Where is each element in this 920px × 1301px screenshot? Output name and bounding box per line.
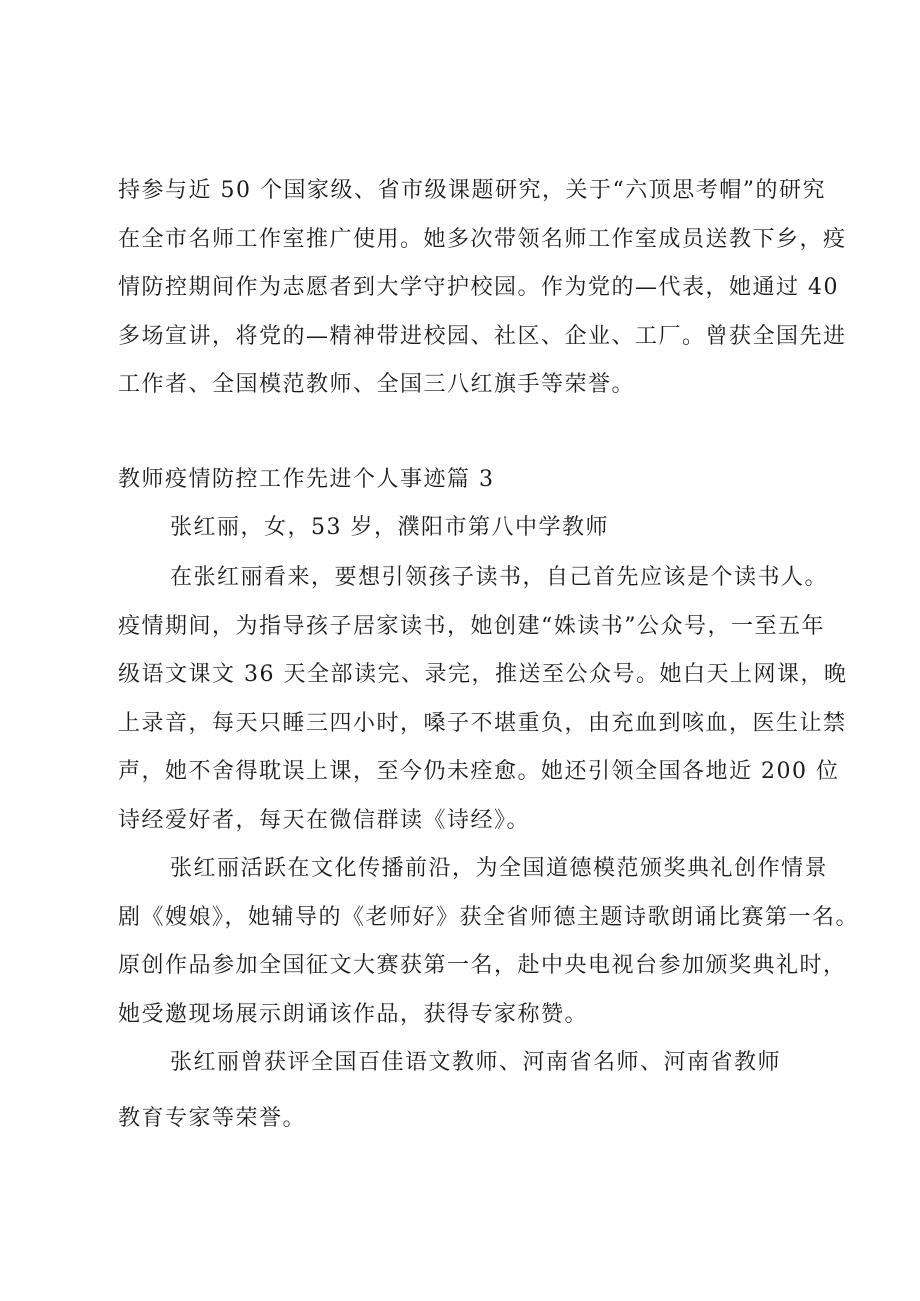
text-line: 上录音，每天只睡三四小时，嗓子不堪重负，由充血到咳血，医生让禁	[118, 711, 847, 736]
text-line: 情防控期间作为志愿者到大学守护校园。作为党的—代表，她通过 40	[118, 275, 839, 300]
text-line: 级语文课文 36 天全部读完、录完，推送至公众号。她白天上网课，晚	[118, 662, 848, 687]
person-intro: 张红丽，女，53 岁，濮阳市第八中学教师	[170, 515, 609, 540]
text-line: 她受邀现场展示朗诵该作品，获得专家称赞。	[118, 1002, 589, 1027]
text-line: 在全市名师工作室推广使用。她多次带领名师工作室成员送教下乡，疫	[118, 227, 847, 252]
text-line: 持参与近 50 个国家级、省市级课题研究，关于“六顶思考帽”的研究	[118, 178, 826, 203]
text-line: 诗经爱好者，每天在微信群读《诗经》。	[118, 808, 531, 833]
text-line: 声，她不舍得耽误上课，至今仍未痊愈。她还引领全国各地近 200 位	[118, 759, 840, 784]
text-line: 张红丽曾获评全国百佳语文教师、河南省名师、河南省教师	[170, 1050, 782, 1075]
text-line: 工作者、全国模范教师、全国三八红旗手等荣誉。	[118, 372, 636, 397]
section-heading: 教师疫情防控工作先进个人事迹篇 3	[118, 467, 495, 492]
text-line: 张红丽活跃在文化传播前沿，为全国道德模范颁奖典礼创作情景	[170, 856, 829, 881]
text-line: 多场宣讲，将党的—精神带进校园、社区、企业、工厂。曾获全国先进	[118, 324, 847, 349]
text-line: 原创作品参加全国征文大赛获第一名，赴中央电视台参加颁奖典礼时，	[118, 953, 847, 978]
text-line: 教育专家等荣誉。	[118, 1106, 307, 1131]
text-line: 剧《嫂娘》，她辅导的《老师好》获全省师德主题诗歌朗诵比赛第一名。	[118, 905, 860, 930]
text-line: 疫情期间，为指导孩子居家读书，她创建“姝读书”公众号，一至五年	[118, 614, 825, 639]
text-line: 在张红丽看来，要想引领孩子读书，自己首先应该是个读书人。	[170, 565, 829, 590]
